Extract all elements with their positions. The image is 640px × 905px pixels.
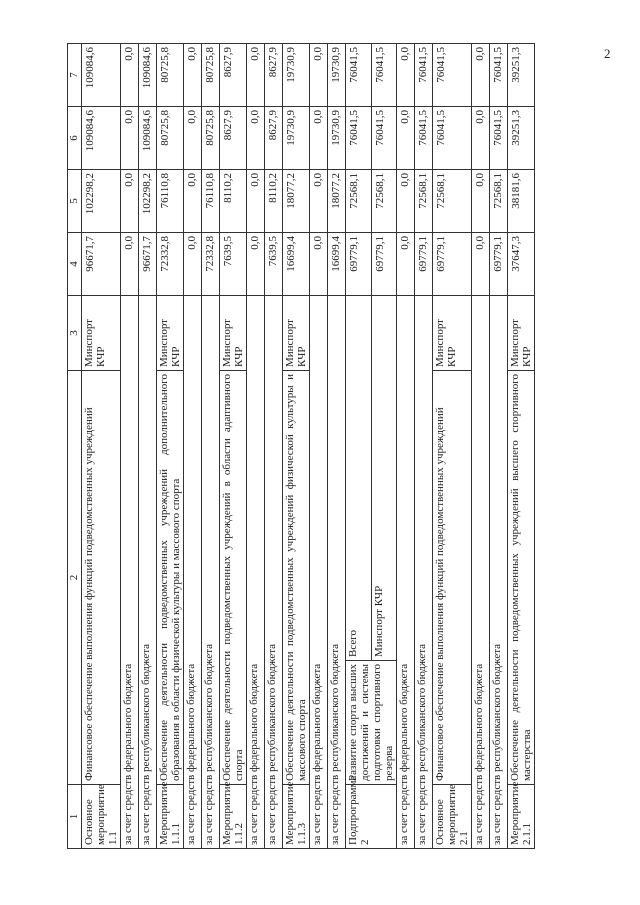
value-5: 72568,1 (346, 170, 372, 233)
table-row (328, 44, 346, 849)
program-code: Основное мероприятие 2.1 (433, 785, 472, 849)
value-7: 8627,9 (220, 44, 247, 107)
value-4: 72332,8 (202, 233, 220, 296)
col-header: 1 (68, 785, 82, 849)
value-6: 19730,9 (328, 107, 346, 170)
value-7: 0,0 (472, 44, 490, 107)
total-label: Всего (346, 296, 372, 661)
value-4: 69779,1 (490, 233, 508, 296)
program-code: Мероприятие 1.1.1 (157, 785, 184, 849)
table-row (202, 44, 220, 849)
value-7: 80725,8 (202, 44, 220, 107)
program-code: Основное мероприятие 1.1 (82, 785, 121, 849)
value-4: 7639,5 (220, 233, 247, 296)
value-6: 0,0 (397, 107, 415, 170)
table-row (139, 44, 157, 849)
program-code: Мероприятие 1.1.2 (220, 785, 247, 849)
value-4: 0,0 (247, 233, 265, 296)
value-5: 72568,1 (490, 170, 508, 233)
value-6: 76041,5 (415, 107, 433, 170)
value-7: 76041,5 (490, 44, 508, 107)
value-7: 19730,9 (328, 44, 346, 107)
value-4: 69779,1 (415, 233, 433, 296)
value-5: 0,0 (184, 170, 202, 233)
responsible: Минспорт КЧР (82, 296, 121, 371)
responsible: Минспорт КЧР (371, 296, 397, 661)
funding-source-label: за счет средств федерального бюджета (397, 296, 415, 849)
value-7: 0,0 (184, 44, 202, 107)
value-7: 39251,3 (508, 44, 535, 107)
value-5: 0,0 (397, 170, 415, 233)
value-5: 0,0 (472, 170, 490, 233)
value-5: 102298,2 (139, 170, 157, 233)
responsible: Минспорт КЧР (283, 296, 310, 371)
table-row (220, 44, 247, 849)
value-6: 0,0 (121, 107, 139, 170)
table-row (508, 44, 535, 849)
value-6: 76041,5 (433, 107, 472, 170)
table-row (265, 44, 283, 849)
page-number: 2 (604, 46, 611, 61)
value-6: 0,0 (310, 107, 328, 170)
table-row (433, 44, 472, 849)
table-row (157, 44, 184, 849)
col-header: 6 (68, 107, 82, 170)
table-row (184, 44, 202, 849)
value-4: 96671,7 (82, 233, 121, 296)
value-6: 109084,6 (82, 107, 121, 170)
value-6: 80725,8 (157, 107, 184, 170)
funding-source-label: за счет средств федерального бюджета (121, 296, 139, 849)
table-row (472, 44, 490, 849)
table-row (121, 44, 139, 849)
table-row (310, 44, 328, 849)
value-5: 8110,2 (220, 170, 247, 233)
value-5: 8110,2 (265, 170, 283, 233)
value-4: 69779,1 (346, 233, 372, 296)
value-7: 76041,5 (433, 44, 472, 107)
value-4: 37647,3 (508, 233, 535, 296)
value-5: 72568,1 (415, 170, 433, 233)
value-6: 39251,3 (508, 107, 535, 170)
col-header: 7 (68, 44, 82, 107)
budget-table (67, 43, 535, 849)
value-5: 0,0 (247, 170, 265, 233)
value-7: 76041,5 (371, 44, 397, 107)
value-6: 0,0 (184, 107, 202, 170)
value-4: 0,0 (184, 233, 202, 296)
col-header: 5 (68, 170, 82, 233)
value-5: 0,0 (121, 170, 139, 233)
funding-source-label: за счет средств республиканского бюджета (202, 296, 220, 849)
funding-source-label: за счет средств федерального бюджета (184, 296, 202, 849)
value-6: 80725,8 (202, 107, 220, 170)
value-6: 0,0 (472, 107, 490, 170)
value-7: 80725,8 (157, 44, 184, 107)
funding-source-label: за счет средств республиканского бюджета (415, 296, 433, 849)
value-7: 0,0 (397, 44, 415, 107)
col-header: 2 (68, 371, 82, 785)
program-name: Финансовое обеспечение выполнения функций подведомственных учреждений (82, 371, 121, 785)
responsible: Минспорт КЧР (157, 296, 184, 371)
table-row (415, 44, 433, 849)
program-code: Мероприятие 1.1.3 (283, 785, 310, 849)
funding-source-label: за счет средств республиканского бюджета (139, 296, 157, 849)
value-6: 8627,9 (265, 107, 283, 170)
funding-source-label: за счет средств федерального бюджета (472, 296, 490, 849)
value-4: 69779,1 (433, 233, 472, 296)
value-6: 19730,9 (283, 107, 310, 170)
value-4: 16699,4 (283, 233, 310, 296)
value-7: 19730,9 (283, 44, 310, 107)
value-6: 8627,9 (220, 107, 247, 170)
value-4: 72332,8 (157, 233, 184, 296)
value-4: 0,0 (397, 233, 415, 296)
responsible: Минспорт КЧР (508, 296, 535, 371)
value-5: 102298,2 (82, 170, 121, 233)
value-5: 0,0 (310, 170, 328, 233)
value-4: 16699,4 (328, 233, 346, 296)
value-7: 76041,5 (415, 44, 433, 107)
value-6: 76041,5 (371, 107, 397, 170)
table-row (247, 44, 265, 849)
value-6: 109084,6 (139, 107, 157, 170)
header-row (68, 44, 82, 849)
value-5: 72568,1 (433, 170, 472, 233)
value-7: 76041,5 (346, 44, 372, 107)
value-6: 0,0 (247, 107, 265, 170)
value-4: 69779,1 (371, 233, 397, 296)
value-4: 0,0 (310, 233, 328, 296)
value-4: 0,0 (121, 233, 139, 296)
value-5: 18077,2 (283, 170, 310, 233)
program-code: Подпрограмма 2 (346, 785, 397, 849)
table-row (283, 44, 310, 849)
funding-source-label: за счет средств федерального бюджета (247, 296, 265, 849)
value-5: 72568,1 (371, 170, 397, 233)
funding-source-label: за счет средств республиканского бюджета (490, 296, 508, 849)
program-name: Финансовое обеспечение выполнения функций подведомственных учреждений (433, 371, 472, 785)
value-7: 8627,9 (265, 44, 283, 107)
program-code: Мероприятие 2.1.1 (508, 785, 535, 849)
value-5: 76110,8 (202, 170, 220, 233)
table-row (397, 44, 415, 849)
program-name: Обеспечение деятельности подведомственных учреждений физической культуры и массового спорта (283, 371, 310, 785)
value-7: 109084,6 (139, 44, 157, 107)
value-4: 7639,5 (265, 233, 283, 296)
value-4: 0,0 (472, 233, 490, 296)
funding-source-label: за счет средств федерального бюджета (310, 296, 328, 849)
table-row (346, 44, 372, 849)
program-name: Обеспечение деятельности подведомственных учреждений высшего спортивного мастерства (508, 371, 535, 785)
funding-source-label: за счет средств республиканского бюджета (328, 296, 346, 849)
table-body (68, 44, 535, 849)
program-name: Обеспечение деятельности подведомственных учреждений дополнительного образования в области физической культуры и массового спорта (157, 371, 184, 785)
col-header: 3 (68, 296, 82, 371)
responsible: Минспорт КЧР (220, 296, 247, 371)
value-7: 0,0 (247, 44, 265, 107)
rotated-table-wrapper (67, 44, 595, 849)
value-7: 109084,6 (82, 44, 121, 107)
value-5: 18077,2 (328, 170, 346, 233)
value-4: 96671,7 (139, 233, 157, 296)
funding-source-label: за счет средств республиканского бюджета (265, 296, 283, 849)
value-7: 0,0 (121, 44, 139, 107)
value-6: 76041,5 (346, 107, 372, 170)
value-7: 0,0 (310, 44, 328, 107)
program-name: Развитие спорта высших достижений и системы подготовки спортивного резерва (346, 661, 397, 785)
responsible: Минспорт КЧР (433, 296, 472, 371)
value-5: 38181,6 (508, 170, 535, 233)
program-name: Обеспечение деятельности подведомственных учреждений в области адаптивного спорта (220, 371, 247, 785)
table-row (490, 44, 508, 849)
col-header: 4 (68, 233, 82, 296)
value-5: 76110,8 (157, 170, 184, 233)
value-6: 76041,5 (490, 107, 508, 170)
table-row (82, 44, 121, 849)
